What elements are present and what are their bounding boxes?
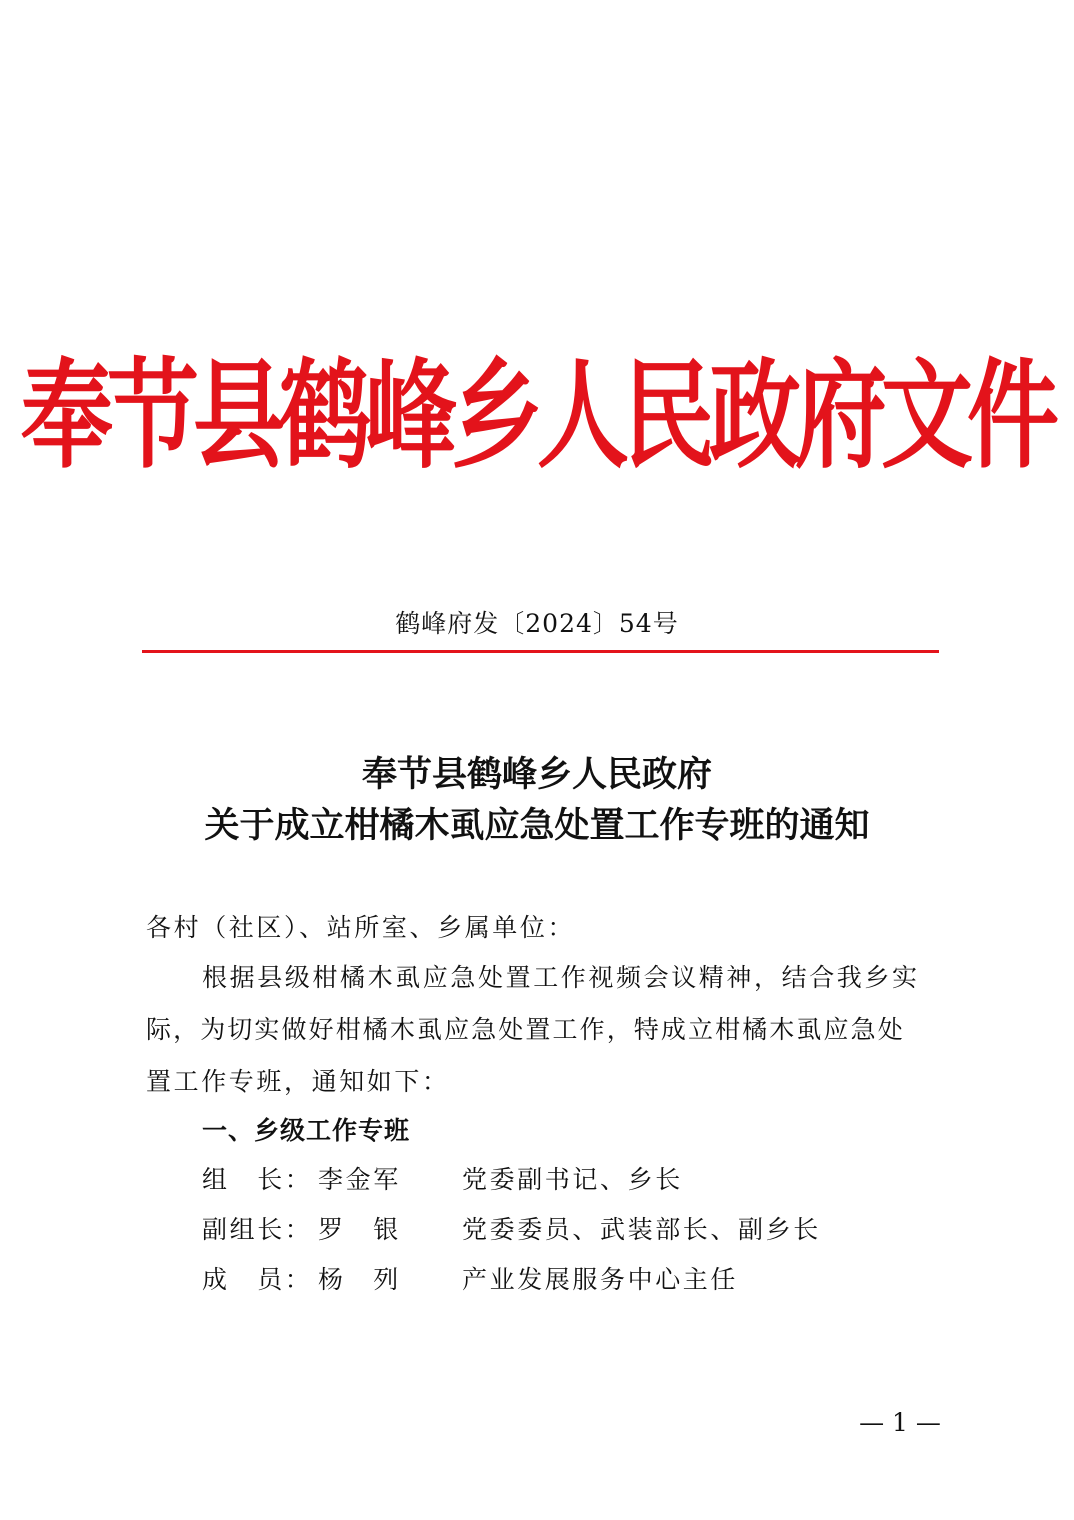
document-number: 鹤峰府发〔2024〕54号	[395, 609, 679, 638]
page-number: — 1 —	[859, 1408, 941, 1437]
body-paragraph-line-3: 置工作专班，通知如下：	[146, 1067, 450, 1096]
member-name: 罗 银	[318, 1215, 401, 1244]
document-masthead: 奉节县鹤峰乡人民政府文件	[20, 347, 1053, 485]
body-paragraph-line-2: 际，为切实做好柑橘木虱应急处置工作，特成立柑橘木虱应急处	[146, 1015, 905, 1044]
body-paragraph-line-1: 根据县级柑橘木虱应急处置工作视频会议精神，结合我乡实	[202, 963, 920, 992]
member-post: 党委委员、武装部长、副乡长	[462, 1215, 821, 1244]
member-role: 副组长：	[202, 1215, 313, 1244]
notice-title-line-2: 关于成立柑橘木虱应急处置工作专班的通知	[204, 805, 870, 846]
member-name: 杨 列	[318, 1265, 401, 1294]
member-name: 李金军	[318, 1165, 401, 1194]
salutation: 各村（社区）、站所室、乡属单位：	[146, 913, 576, 942]
member-role: 组 长：	[202, 1165, 313, 1194]
red-separator-rule	[142, 650, 939, 653]
member-role: 成 员：	[202, 1265, 313, 1294]
member-post: 产业发展服务中心主任	[462, 1265, 739, 1294]
section-heading: 一、乡级工作专班	[202, 1116, 411, 1145]
member-post: 党委副书记、乡长	[462, 1165, 683, 1194]
notice-title-line-1: 奉节县鹤峰乡人民政府	[361, 754, 712, 795]
